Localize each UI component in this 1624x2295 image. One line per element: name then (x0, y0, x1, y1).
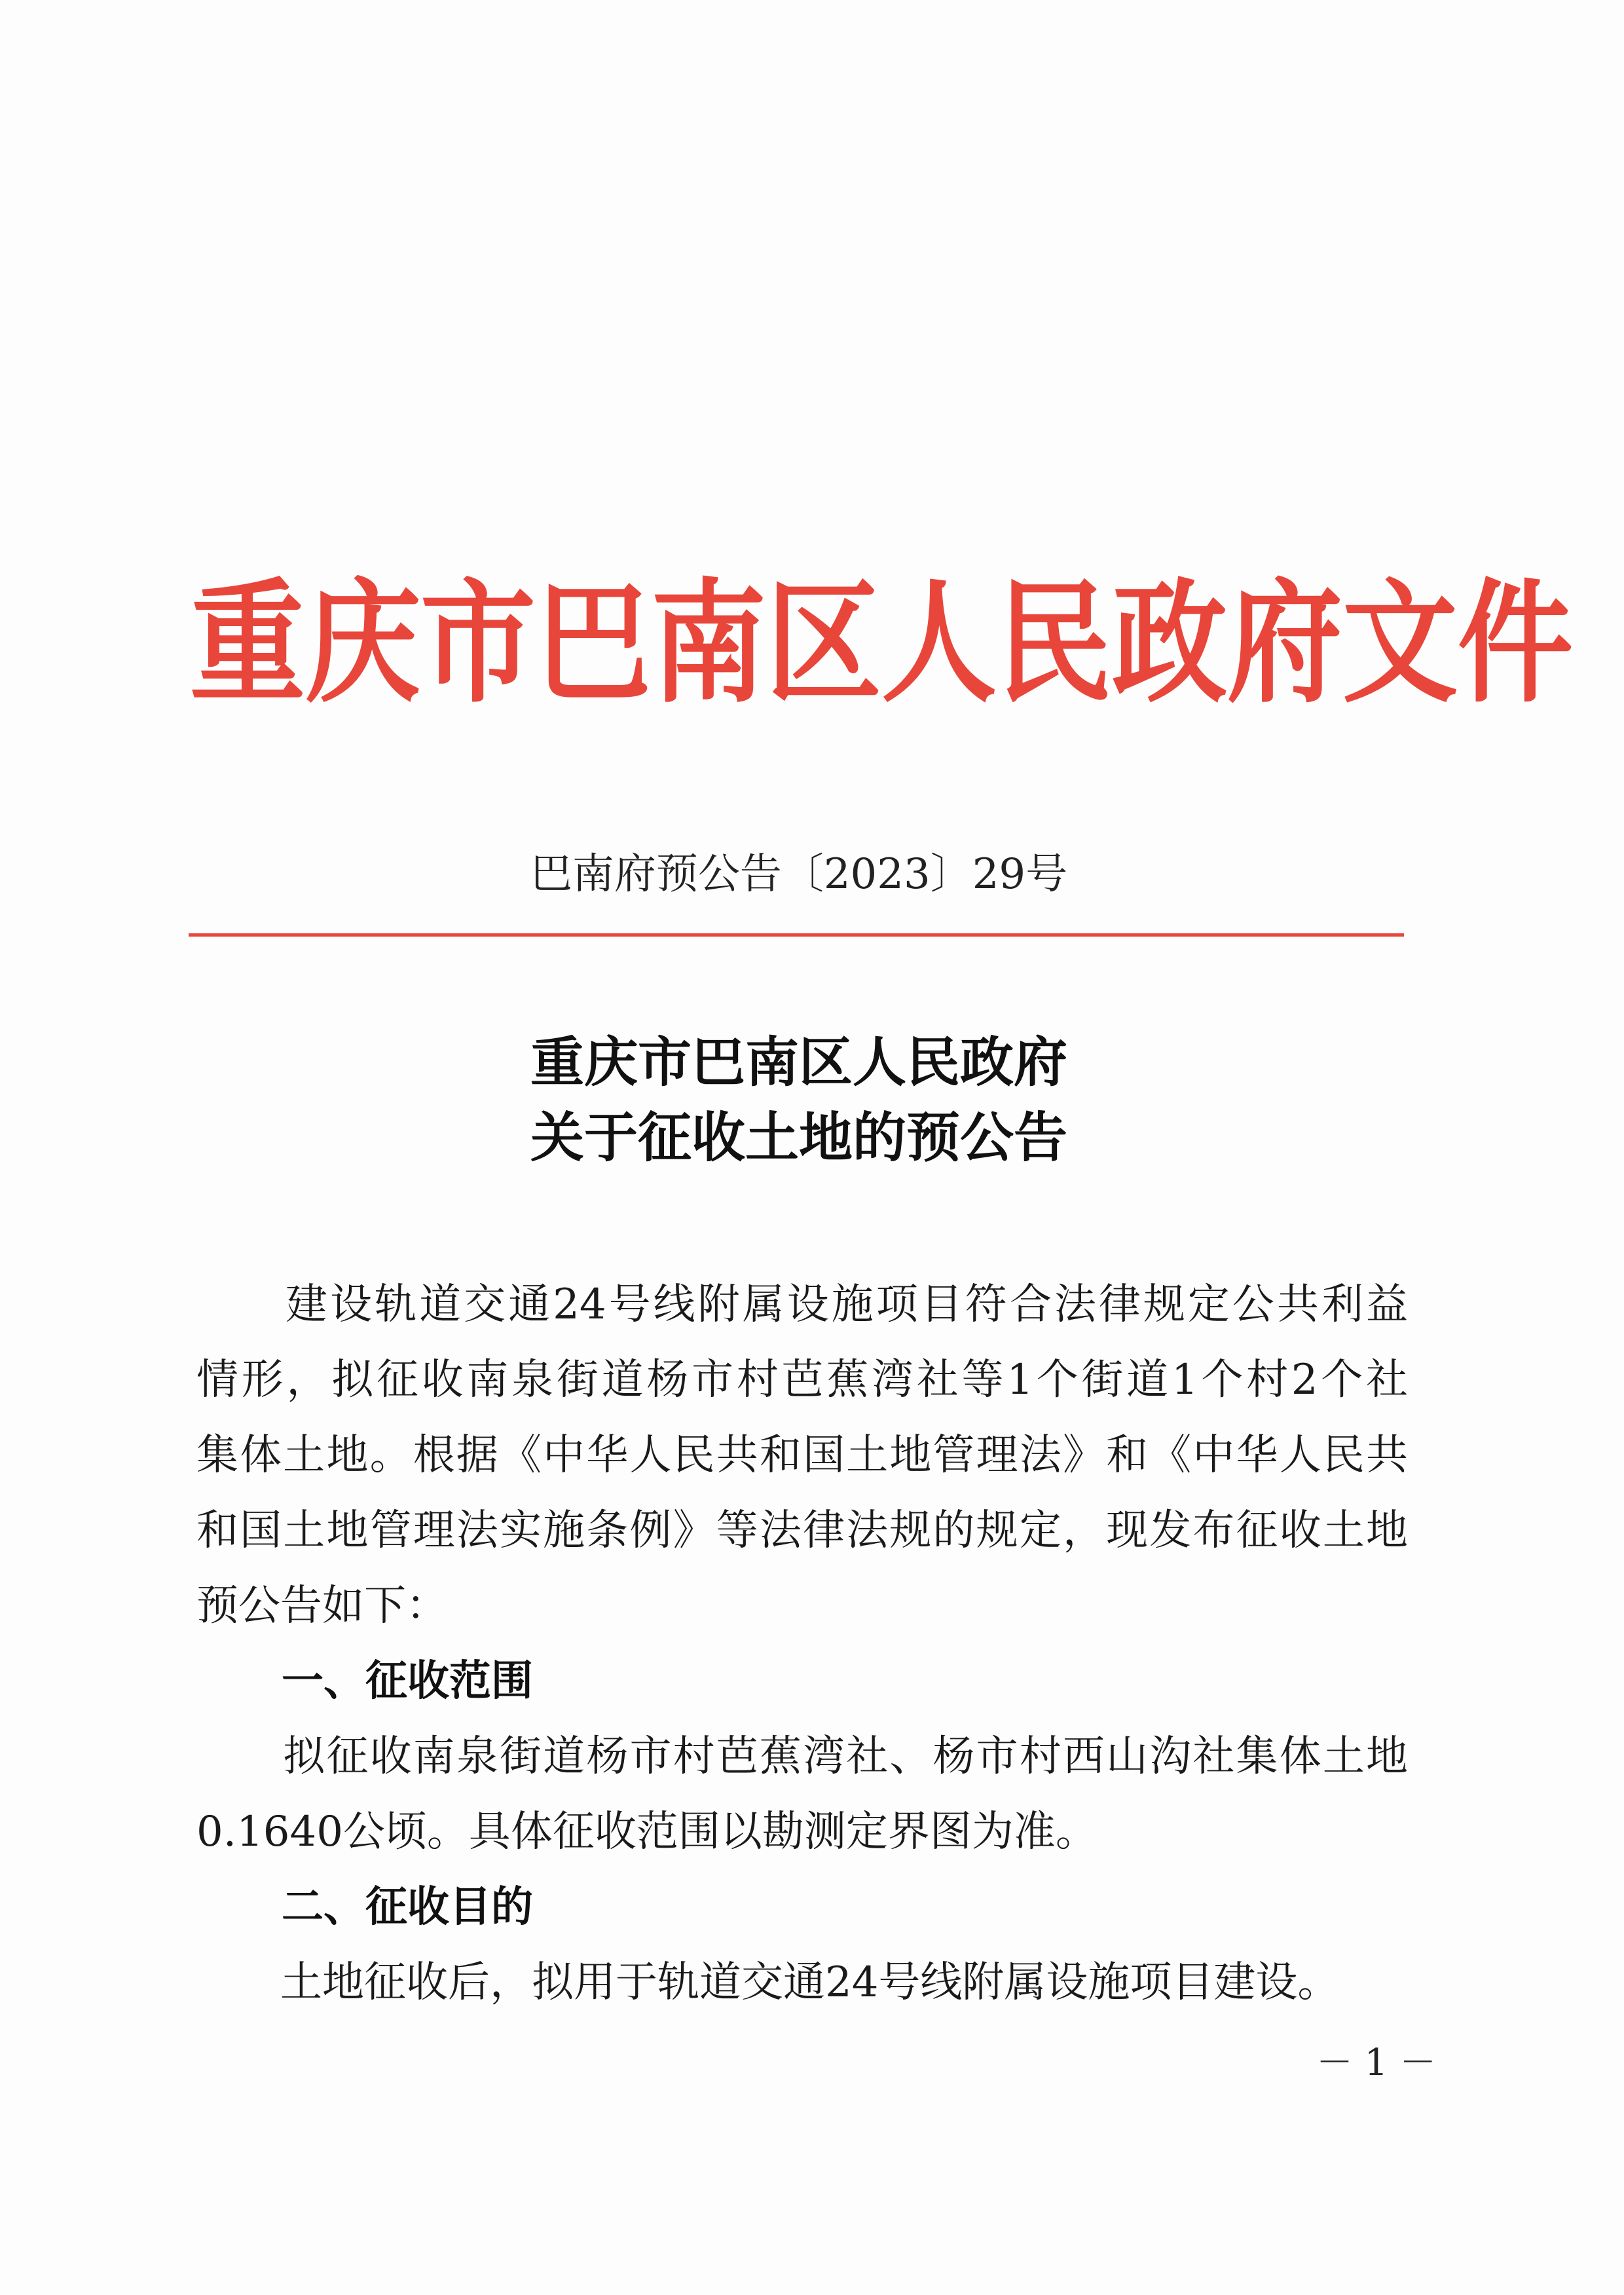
notice-title (190, 1025, 1408, 1176)
section1-paragraph (196, 1719, 1408, 1870)
issuer-header: 重庆市巴南区人民政府文件 (190, 565, 1574, 721)
section1-line: 拟征收南泉街道杨市村芭蕉湾社、杨市村西山沟社集体土地 (196, 1732, 1408, 1781)
section2-line: 土地征收后，拟用于轨道交通24号线附属设施项目建设。 (196, 1958, 1340, 2007)
notice-title-line1: 重庆市巴南区人民政府 (530, 1031, 1067, 1094)
intro-line: 建设轨道交通24号线附属设施项目符合法律规定公共利益 (196, 1280, 1408, 1329)
section1-line: 0.1640公顷。具体征收范围以勘测定界图为准。 (196, 1808, 1098, 1856)
section2-paragraph (196, 1945, 1408, 2021)
intro-line: 预公告如下： (196, 1582, 448, 1630)
intro-line: 情形，拟征收南泉街道杨市村芭蕉湾社等1个街道1个村2个社 (196, 1356, 1408, 1404)
intro-line: 和国土地管理法实施条例》等法律法规的规定，现发布征收土地 (196, 1506, 1408, 1555)
section1-heading: 一、征收范围 (282, 1657, 533, 1706)
page-number: － 1 － (1316, 2042, 1437, 2084)
section2-heading: 二、征收目的 (282, 1883, 533, 1931)
document-number: 巴南府预公告〔2023〕29号 (530, 850, 1068, 899)
intro-line: 集体土地。根据《中华人民共和国土地管理法》和《中华人民共 (196, 1431, 1408, 1480)
intro-paragraph (196, 1267, 1408, 1644)
red-divider (189, 933, 1404, 937)
notice-title-line2: 关于征收土地的预公告 (530, 1106, 1067, 1169)
